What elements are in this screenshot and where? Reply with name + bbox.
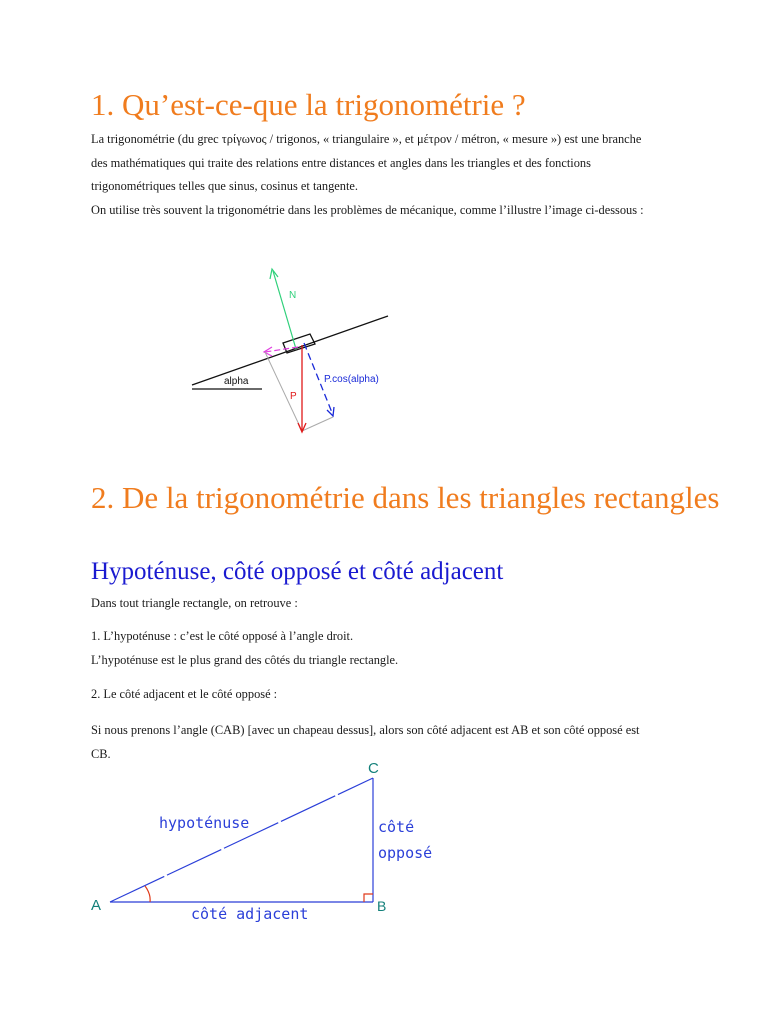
- vertex-c: C: [368, 760, 379, 777]
- label-opposite-line2: opposé: [378, 844, 433, 862]
- right-triangle-figure: [0, 755, 768, 930]
- label-pcos: P.cos(alpha): [324, 374, 379, 385]
- section1-paragraph-mechanics: On utilise très souvent la trigonométrie dans les problèmes de mécanique, comme l’illustre l’image ci-dessous :: [91, 203, 644, 217]
- label-alpha: alpha: [224, 376, 249, 387]
- section2-item1-line1: 1. L’hypoténuse : c’est le côté opposé à l’angle droit.: [91, 629, 354, 643]
- section1-title: 1. Qu’est-ce-que la trigonométrie ?: [91, 87, 526, 122]
- label-hypotenuse: hypoténuse: [159, 814, 250, 832]
- section2-title: 2. De la trigonométrie dans les triangles rectangles: [91, 480, 720, 515]
- section1-paragraph-definition: La trigonométrie (du grec τρίγωνος / trigonos, « triangulaire », et μέτρον / métron, « mesure ») est une branche des mathématiques qui traite des relations entre distances et angles dans les triangles et des fonctions trigonométriques telles que sinus, cosinus et tangente.: [91, 132, 642, 193]
- section2-subtitle: Hypoténuse, côté opposé et côté adjacent: [91, 558, 504, 585]
- vertex-b: B: [377, 898, 387, 914]
- section2-item1-line2: L’hypoténuse est le plus grand des côtés du triangle rectangle.: [91, 653, 399, 667]
- label-n: N: [289, 290, 297, 301]
- section2-paragraph: Si nous prenons l’angle (CAB) [avec un chapeau dessus], alors son côté adjacent est AB et son côté opposé est CB.: [91, 723, 640, 761]
- section2-intro: Dans tout triangle rectangle, on retrouve :: [91, 596, 298, 610]
- inclined-plane-figure: [0, 255, 768, 445]
- vertex-a: A: [91, 897, 102, 914]
- section2-item2: 2. Le côté adjacent et le côté opposé :: [91, 687, 278, 701]
- label-adjacent: côté adjacent: [191, 905, 309, 923]
- label-opposite-line1: côté: [378, 818, 415, 836]
- label-p: P: [290, 391, 297, 402]
